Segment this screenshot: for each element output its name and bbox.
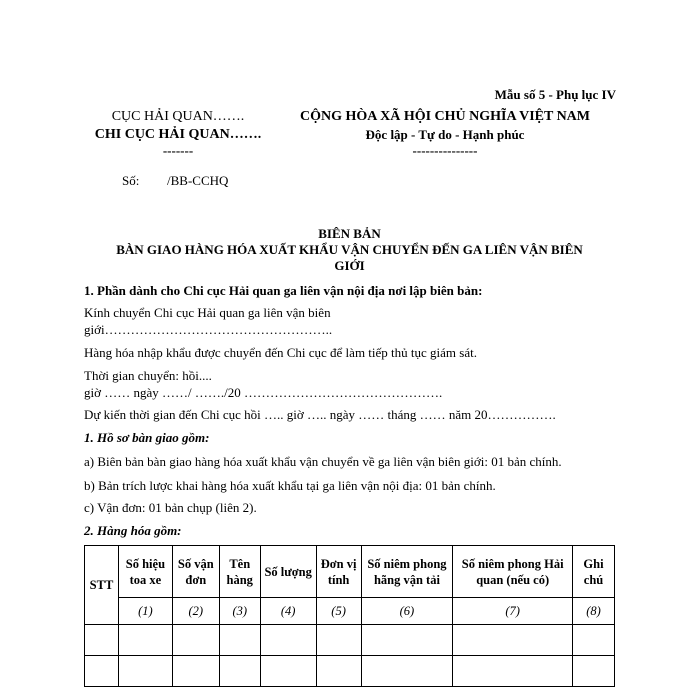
column-number: (4) — [260, 598, 316, 625]
documents-heading: 1. Hồ sơ bàn giao gồm: — [84, 430, 210, 445]
column-number: (8) — [573, 598, 615, 625]
table-cell[interactable] — [316, 656, 361, 687]
number-code: /BB-CCHQ — [167, 173, 229, 188]
table-cell[interactable] — [85, 656, 119, 687]
document-item-c: c) Vận đơn: 01 bản chụp (liên 2). — [84, 500, 257, 515]
column-header-car-number: Số hiệu toa xe — [118, 546, 172, 598]
table-header-row — [85, 546, 615, 598]
column-number: (2) — [172, 598, 219, 625]
section1-heading: 1. Phần dành cho Chi cục Hải quan ga liên vận nội địa nơi lập biên bản: — [84, 283, 483, 298]
national-title: CỘNG HÒA XÃ HỘI CHỦ NGHĨA VIỆT NAM — [299, 109, 590, 124]
salutation-line2: giới…………………………………………….. — [84, 322, 333, 337]
column-header-quantity: Số lượng — [260, 546, 316, 598]
table-cell[interactable] — [260, 656, 316, 687]
table-cell[interactable] — [453, 656, 573, 687]
left-header-line1: CỤC HẢI QUAN……. — [111, 109, 245, 124]
column-number: (6) — [361, 598, 453, 625]
column-number: (3) — [219, 598, 260, 625]
table-row — [85, 656, 615, 687]
table-cell[interactable] — [573, 625, 615, 656]
goods-table — [84, 545, 615, 687]
table-cell[interactable] — [260, 625, 316, 656]
title-line2: BÀN GIAO HÀNG HÓA XUẤT KHẨU VẬN CHUYỂN ĐẾN GA LIÊN VẬN BIÊN — [116, 242, 583, 257]
document-item-a: a) Biên bản bàn giao hàng hóa xuất khẩu vận chuyển về ga liên vận biên giới: 01 bản chính. — [84, 454, 562, 469]
table-cell[interactable] — [453, 625, 573, 656]
goods-heading: 2. Hàng hóa gồm: — [84, 523, 182, 538]
table-cell[interactable] — [219, 656, 260, 687]
left-header-dashes: ------- — [162, 143, 194, 158]
column-header-notes: Ghi chú — [573, 546, 615, 598]
column-number: (7) — [453, 598, 573, 625]
table-cell[interactable] — [361, 656, 453, 687]
table-cell[interactable] — [361, 625, 453, 656]
right-header — [270, 108, 620, 158]
number-label: Số: — [122, 173, 140, 188]
column-number-row — [85, 598, 615, 625]
column-number: (1) — [118, 598, 172, 625]
table-cell[interactable] — [316, 625, 361, 656]
column-header-carrier-seal: Số niêm phong hãng vận tải — [361, 546, 453, 598]
document-title — [84, 226, 615, 274]
right-header-dashes: --------------- — [412, 143, 478, 158]
column-header-unit: Đơn vị tính — [316, 546, 361, 598]
table-cell[interactable] — [85, 625, 119, 656]
column-header-customs-seal: Số niêm phong Hải quan (nếu có) — [453, 546, 573, 598]
goods-note: Hàng hóa nhập khẩu được chuyển đến Chi cục để làm tiếp thủ tục giám sát. — [84, 345, 477, 360]
table-cell[interactable] — [172, 625, 219, 656]
left-header — [78, 108, 278, 158]
column-number: (5) — [316, 598, 361, 625]
left-header-line2: CHI CỤC HẢI QUAN……. — [94, 127, 262, 142]
document-item-b: b) Bản trích lược khai hàng hóa xuất khẩu tại ga liên vận nội địa: 01 bản chính. — [84, 478, 496, 493]
table-row — [85, 625, 615, 656]
title-line3: GIỚI — [334, 258, 365, 273]
title-line1: BIÊN BẢN — [318, 226, 381, 241]
table-cell[interactable] — [573, 656, 615, 687]
form-label: Mẫu số 5 - Phụ lục IV — [494, 87, 616, 102]
transfer-time-line1: Thời gian chuyển: hồi.... — [84, 368, 212, 383]
table-cell[interactable] — [118, 625, 172, 656]
national-motto: Độc lập - Tự do - Hạnh phúc — [365, 127, 525, 142]
transfer-time-line2: giờ …… ngày ……/ ……./20 ………………………………………. — [84, 385, 443, 400]
column-header-goods-name: Tên hàng — [219, 546, 260, 598]
column-header-stt: STT — [85, 546, 119, 625]
column-header-bill-number: Số vận đơn — [172, 546, 219, 598]
salutation-line1: Kính chuyển Chi cục Hải quan ga liên vận biên — [84, 305, 331, 320]
expected-arrival: Dự kiến thời gian đến Chi cục hồi ….. giờ ….. ngày …… tháng …… năm 20……………. — [84, 407, 556, 422]
table-cell[interactable] — [219, 625, 260, 656]
table-cell[interactable] — [118, 656, 172, 687]
table-cell[interactable] — [172, 656, 219, 687]
